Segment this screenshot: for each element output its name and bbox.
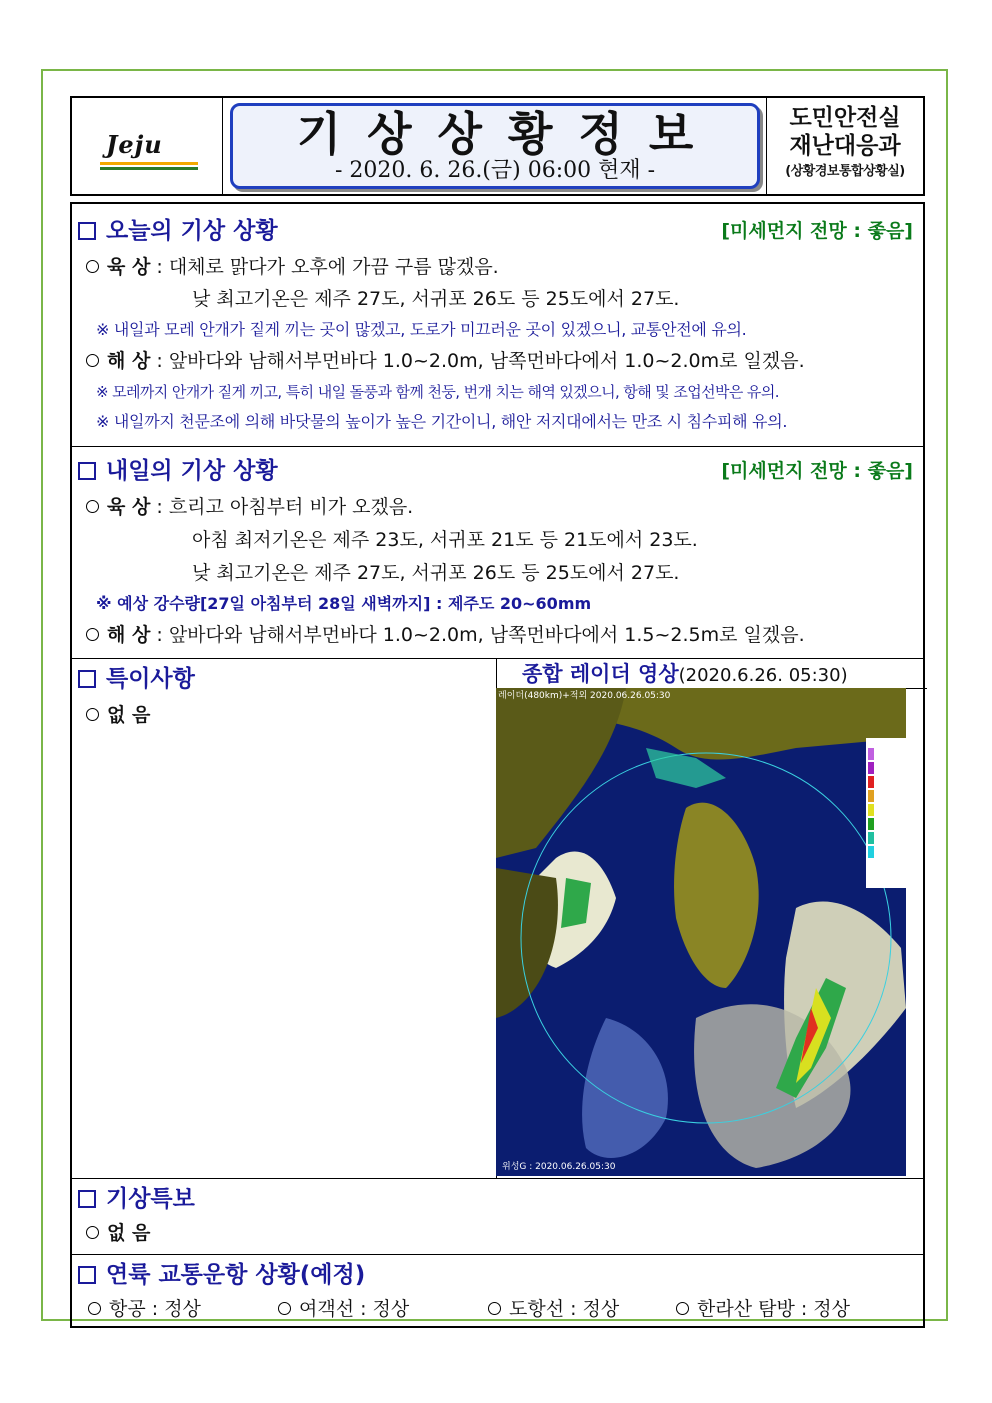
today-dust-forecast: [미세먼지 전망 : 좋음] (721, 220, 913, 242)
traffic-air-status: 항공 : 정상 (88, 1294, 201, 1324)
circle-bullet-icon (86, 708, 99, 721)
traffic-section-title: 연륙 교통운항 상황(예정) (78, 1260, 365, 1290)
today-note-tide: ※ 내일까지 천문조에 의해 바닷물의 높이가 높은 기간이니, 해안 저지대에서는 만조 시 침수피해 유의. (96, 412, 788, 431)
divider (72, 446, 923, 447)
tomorrow-dust-forecast: [미세먼지 전망 : 좋음] (721, 460, 913, 482)
tomorrow-land-line-1: 육 상 : 흐리고 아침부터 비가 오겠음. (86, 492, 413, 522)
circle-bullet-icon (86, 628, 99, 641)
circle-bullet-icon (676, 1302, 689, 1315)
department-line-2: 재난대응과 (789, 133, 901, 159)
circle-bullet-icon (88, 1302, 101, 1315)
today-sea-line: 해 상 : 앞바다와 남해서부먼바다 1.0~2.0m, 남쪽먼바다에서 1.0~2.0m로 일겠음. (86, 346, 805, 376)
today-note-fog: ※ 내일과 모레 안개가 짙게 끼는 곳이 많겠고, 도로가 미끄러운 곳이 있겠으니, 교통안전에 유의. (96, 320, 747, 339)
logo-stripe-yellow (100, 162, 198, 165)
checkbox-square-icon (78, 1190, 96, 1208)
checkbox-square-icon (78, 222, 96, 240)
tomorrow-section-title: 내일의 기상 상황 (78, 456, 278, 486)
title-panel (230, 103, 760, 189)
special-item: 없 음 (86, 700, 150, 730)
divider (72, 1254, 923, 1255)
today-land-line-2: 낮 최고기온은 제주 27도, 서귀포 26도 등 25도에서 27도. (192, 288, 680, 310)
radar-caption: 레이더(480km)+적외 2020.06.26.05:30 (498, 691, 671, 701)
tomorrow-sea-line: 해 상 : 앞바다와 남해서부먼바다 1.0~2.0m, 남쪽먼바다에서 1.5~2.5m로 일겠음. (86, 620, 805, 650)
department-line-1: 도민안전실 (789, 105, 901, 131)
warning-item: 없 음 (86, 1218, 150, 1248)
today-land-line-1: 육 상 : 대체로 맑다가 오후에 가끔 구름 많겠음. (86, 252, 499, 282)
tomorrow-note-rainfall: ※ 예상 강수량[27일 아침부터 28일 새벽까지] : 제주도 20~60mm (96, 594, 592, 613)
circle-bullet-icon (86, 500, 99, 513)
circle-bullet-icon (86, 1226, 99, 1239)
tomorrow-land-line-3: 낮 최고기온은 제주 27도, 서귀포 26도 등 25도에서 27도. (192, 562, 680, 584)
department-box (766, 98, 923, 194)
radar-footer: 위성G : 2020.06.26.05:30 (502, 1162, 616, 1172)
checkbox-square-icon (78, 1266, 96, 1284)
traffic-ferry-status: 여객선 : 정상 (278, 1294, 409, 1324)
traffic-island-ferry-status: 도항선 : 정상 (488, 1294, 619, 1324)
logo-stripe-green (100, 167, 198, 170)
report-datetime: - 2020. 6. 26.(금) 06:00 현재 - (334, 158, 656, 183)
warning-section-title: 기상특보 (78, 1184, 195, 1214)
divider (72, 1178, 923, 1179)
page-title: 기상상황정보 (296, 107, 720, 161)
today-note-gust: ※ 모레까지 안개가 짙게 끼고, 특히 내일 돌풍과 함께 천둥, 번개 치는 해역 있겠으니, 항해 및 조업선박은 유의. (96, 383, 779, 401)
special-section-title: 특이사항 (78, 664, 195, 694)
radar-satellite-image (496, 688, 906, 1176)
traffic-hallasan-status: 한라산 탐방 : 정상 (676, 1294, 850, 1324)
jeju-logo (72, 98, 223, 194)
radar-title: 종합 레이더 영상(2020.6.26. 05:30) (522, 662, 848, 686)
radar-map-graphic (496, 688, 906, 1176)
logo-text: Jeju (106, 130, 163, 159)
tomorrow-land-line-2: 아침 최저기온은 제주 23도, 서귀포 21도 등 21도에서 23도. (192, 529, 698, 551)
header-box (70, 96, 925, 196)
circle-bullet-icon (488, 1302, 501, 1315)
checkbox-square-icon (78, 670, 96, 688)
main-content-box (70, 202, 925, 1328)
checkbox-square-icon (78, 462, 96, 480)
circle-bullet-icon (86, 260, 99, 273)
today-section-title: 오늘의 기상 상황 (78, 216, 278, 246)
circle-bullet-icon (278, 1302, 291, 1315)
department-line-3: (상황경보통합상황실) (785, 164, 905, 179)
divider (72, 658, 923, 659)
circle-bullet-icon (86, 354, 99, 367)
